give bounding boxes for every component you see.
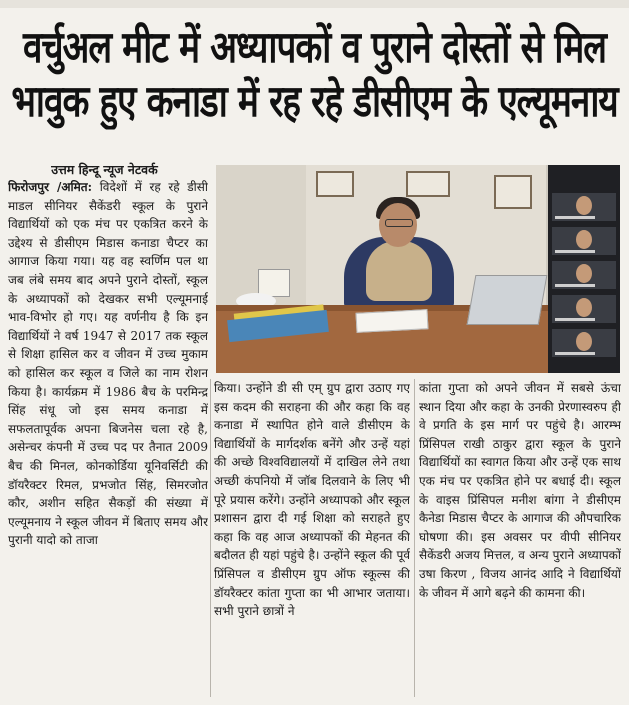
column-divider	[210, 379, 211, 697]
article-column-2: किया। उन्होंने डी सी एम् ग्रुप द्वारा उठाए गए इस कदम की सराहना की और कहा कि वह कनाडा में स्थापित होने वाले डीसीएम के विद्यार्थियों के मार्गदर्शक बनेंगे और उन्हें यहां की अच्छे विश्वविद्यालयों में दाखिल लेने तथा अच्छी कंपनियो में जॉब दिलवाने के लिए भी पूरे प्रयास करेंगे। उन्होंने अध्यापको और स्कूल प्रशासन द्वारा दी गई शिक्षा को सराहते हुए कहा कि वह आज अध्यापकों की मेहनत की बदौलत ही यहां पहुंचे है। उन्होंने स्कूल की पूर्व प्रिंसिपल व डीसीएम ग्रुप ऑफ स्कूल्स की डॉयरैक्टर कांता गुप्ता का भी आभार जताया। सभी पुराने छात्रों ने	[214, 381, 410, 619]
column-divider	[414, 379, 415, 697]
page-top-strip	[0, 0, 629, 8]
news-photo-virtual-meet	[216, 165, 620, 373]
headline	[6, 22, 623, 130]
dateline: फिरोजपुर /अमित:	[8, 180, 93, 194]
column-1-text: विदेशों में रह रहे डीसी माडल सीनियर सैकेंडरी स्कूल के पुराने विद्यार्थियों को एक मंच पर एकत्रित करने के उद्देश्य से डीसीएम मिडास कनाडा चैप्टर का आगाज किया गया। यह वह स्वर्णिम पल था जब लंबे समय बाद अपने पुराने दोस्तों, स्कूल के अध्यापकों को देखकर सभी एल्यूमनाई भाव-विभोर हो गए। यह वर्णनीय है कि इन विद्यार्थियों ने वर्ष 1947 से 2017 तक स्कूल से शिक्षा हासिल कर व जीवन में उच्च मुकाम को हासिल कर स्कूल व जिले का नाम रोशन किया है। कार्यक्रम में 1986 बैच के परमिन्द्र सिंह संधू जो इस समय कनाडा में सफलतापूर्वक अपना बिजनेस चला रहे है, असेन्चर कंपनी में उच्च पद पर तैनात 2009 बैच की मिनल, कोनकोर्डिया यूनिवर्सिटी की डॉयरैक्टर रिमल, प्रभजोत सिंह, सिमरजोत कौर, अशीन सहित सैकड़ों की संख्या में एल्यूमनाय ने स्कूल जीवन में बिताए समय और पुरानी यादो को ताजा	[8, 180, 208, 548]
article-column-1	[8, 178, 208, 698]
headline-line-2: भावुक हुए कनाडा में रह रहे डीसीएम के एल्यूमनाय	[11, 77, 618, 127]
article-column-3: कांता गुप्ता को अपने जीवन में सबसे ऊंचा स्थान दिया और कहा के उनकी प्रेरणास्वरुप ही वे प्रगति के इस मार्ग पर पहुंचे है। आरम्भ प्रिंसिपल राखी ठाकुर द्वारा स्कूल के पुराने विद्यार्थियों का स्वागत किया और उन्हें एक साथ एक मंच पर एकत्रित होने पर बधाई दी। स्कूल के वाइस प्रिंसिपल मनीश बांगा ने डीसीएम कैनेडा मिडास चैप्टर के आगाज की औपचारिक घोषणा की। इस अवसर पर वीपी सीनियर सैकेंडरी अजय मित्तल, व अन्य पुराने अध्यापकों उषा किरण , विजय आनंद आदि ने विद्यार्थियों के जीवन में आगे बढ़ने की कामना की।	[419, 381, 621, 600]
byline: उत्तम हिन्दू न्यूज नेटवर्क	[51, 162, 158, 177]
headline-line-1: वर्चुअल मीट में अध्यापकों व पुराने दोस्तों से मिल	[22, 23, 607, 74]
